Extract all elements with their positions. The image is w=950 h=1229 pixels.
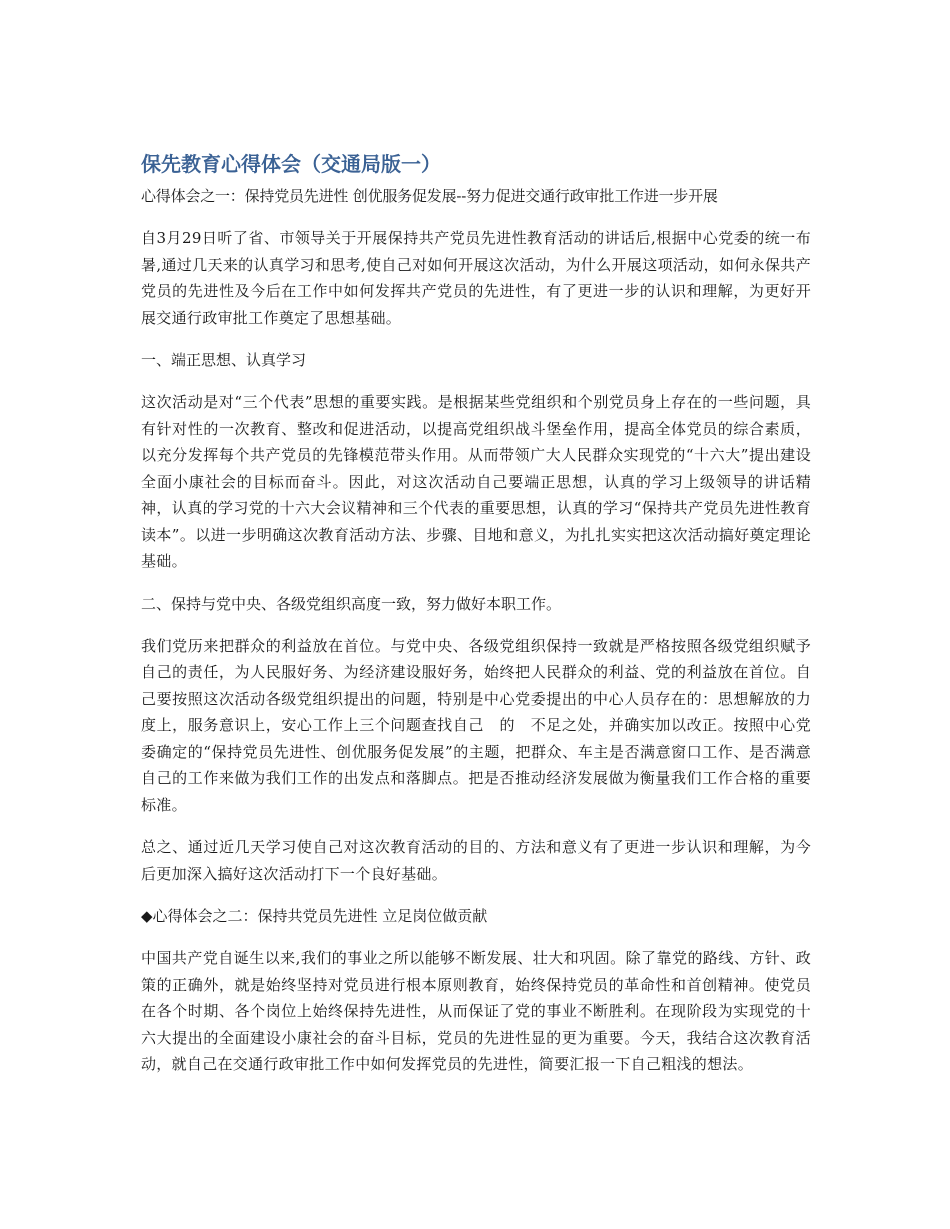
intro-paragraph: 自3月29日听了省、市领导关于开展保持共产党员先进性教育活动的讲话后,根据中心党委的统一布暑,通过几天来的认真学习和思考,使自己对如何开展这次活动，为什么开展这项活动，如何永保共产党员的先进性及今后在工作中如何发挥共产党员的先进性，有了更进一步的认识和理解，为更好开展交通行政审批工作奠定了思想基础。 [141,229,811,327]
document-subtitle: 心得体会之一：保持党员先进性 创优服务促发展--努力促进交通行政审批工作进一步开展 [141,187,718,205]
section-1-paragraph: 这次活动是对“三个代表”思想的重要实践。是根据某些党组织和个别党员身上存在的一些问题，具有针对性的一次教育、整改和促进活动，以提高党组织战斗堡垒作用，提高全体党员的综合素质，以充分发挥每个共产党员的先锋模范带头作用。从而带领广大人民群众实现党的“十六大”提出建设全面小康社会的目标而奋斗。因此，对这次活动自己要端正思想，认真的学习上级领导的讲话精神，认真的学习党的十六大会议精神和三个代表的重要思想，认真的学习“保持共产党员先进性教育读本”。以进一步明确这次教育活动方法、步骤、目地和意义，为扎扎实实把这次活动搞好奠定理论基础。 [141,393,811,570]
conclusion-paragraph: 总之、通过近几天学习使自己对这次教育活动的目的、方法和意义有了更进一步认识和理解，为今后更加深入搞好这次活动打下一个良好基础。 [141,838,811,883]
document-page [141,148,811,1078]
part-two-heading: ◆心得体会之二：保持共党员先进性 立足岗位做贡献 [141,907,488,925]
section-heading-2: 二、保持与党中央、各级党组织高度一致，努力做好本职工作。 [141,594,562,613]
section-heading-1: 一、端正思想、认真学习 [141,351,307,369]
document-title: 保先教育心得体会（交通局版一） [141,152,441,176]
section-2-paragraph: 我们党历来把群众的利益放在首位。与党中央、各级党组织保持一致就是严格按照各级党组织赋予自己的责任，为人民服好务、为经济建设服好务，始终把人民群众的利益、党的利益放在首位。自己要按照这次活动各级党组织提出的问题，特别是中心党委提出的中心人员存在的：思想解放的力度上，服务意识上，安心工作上三个问题查找自己 的 不足之处，并确实加以改正。按照中心党委确定的“保持党员先进性、创优服务促发展”的主题，把群众、车主是否满意窗口工作、是否满意自己的工作来做为我们工作的出发点和落脚点。把是否推动经济发展做为衡量我们工作合格的重要标准。 [141,636,811,814]
part-two-paragraph: 中国共产党自诞生以来,我们的事业之所以能够不断发展、壮大和巩固。除了靠党的路线、方针、政策的正确外，就是始终坚持对党员进行根本原则教育，始终保持党员的革命性和首创精神。使党员在各个时期、各个岗位上始终保持先进性，从而保证了党的事业不断胜利。在现阶段为实现党的十六大提出的全面建设小康社会的奋斗目标，党员的先进性显的更为重要。今天，我结合这次教育活动，就自己在交通行政审批工作中如何发挥党员的先进性，简要汇报一下自己粗浅的想法。 [141,949,811,1073]
